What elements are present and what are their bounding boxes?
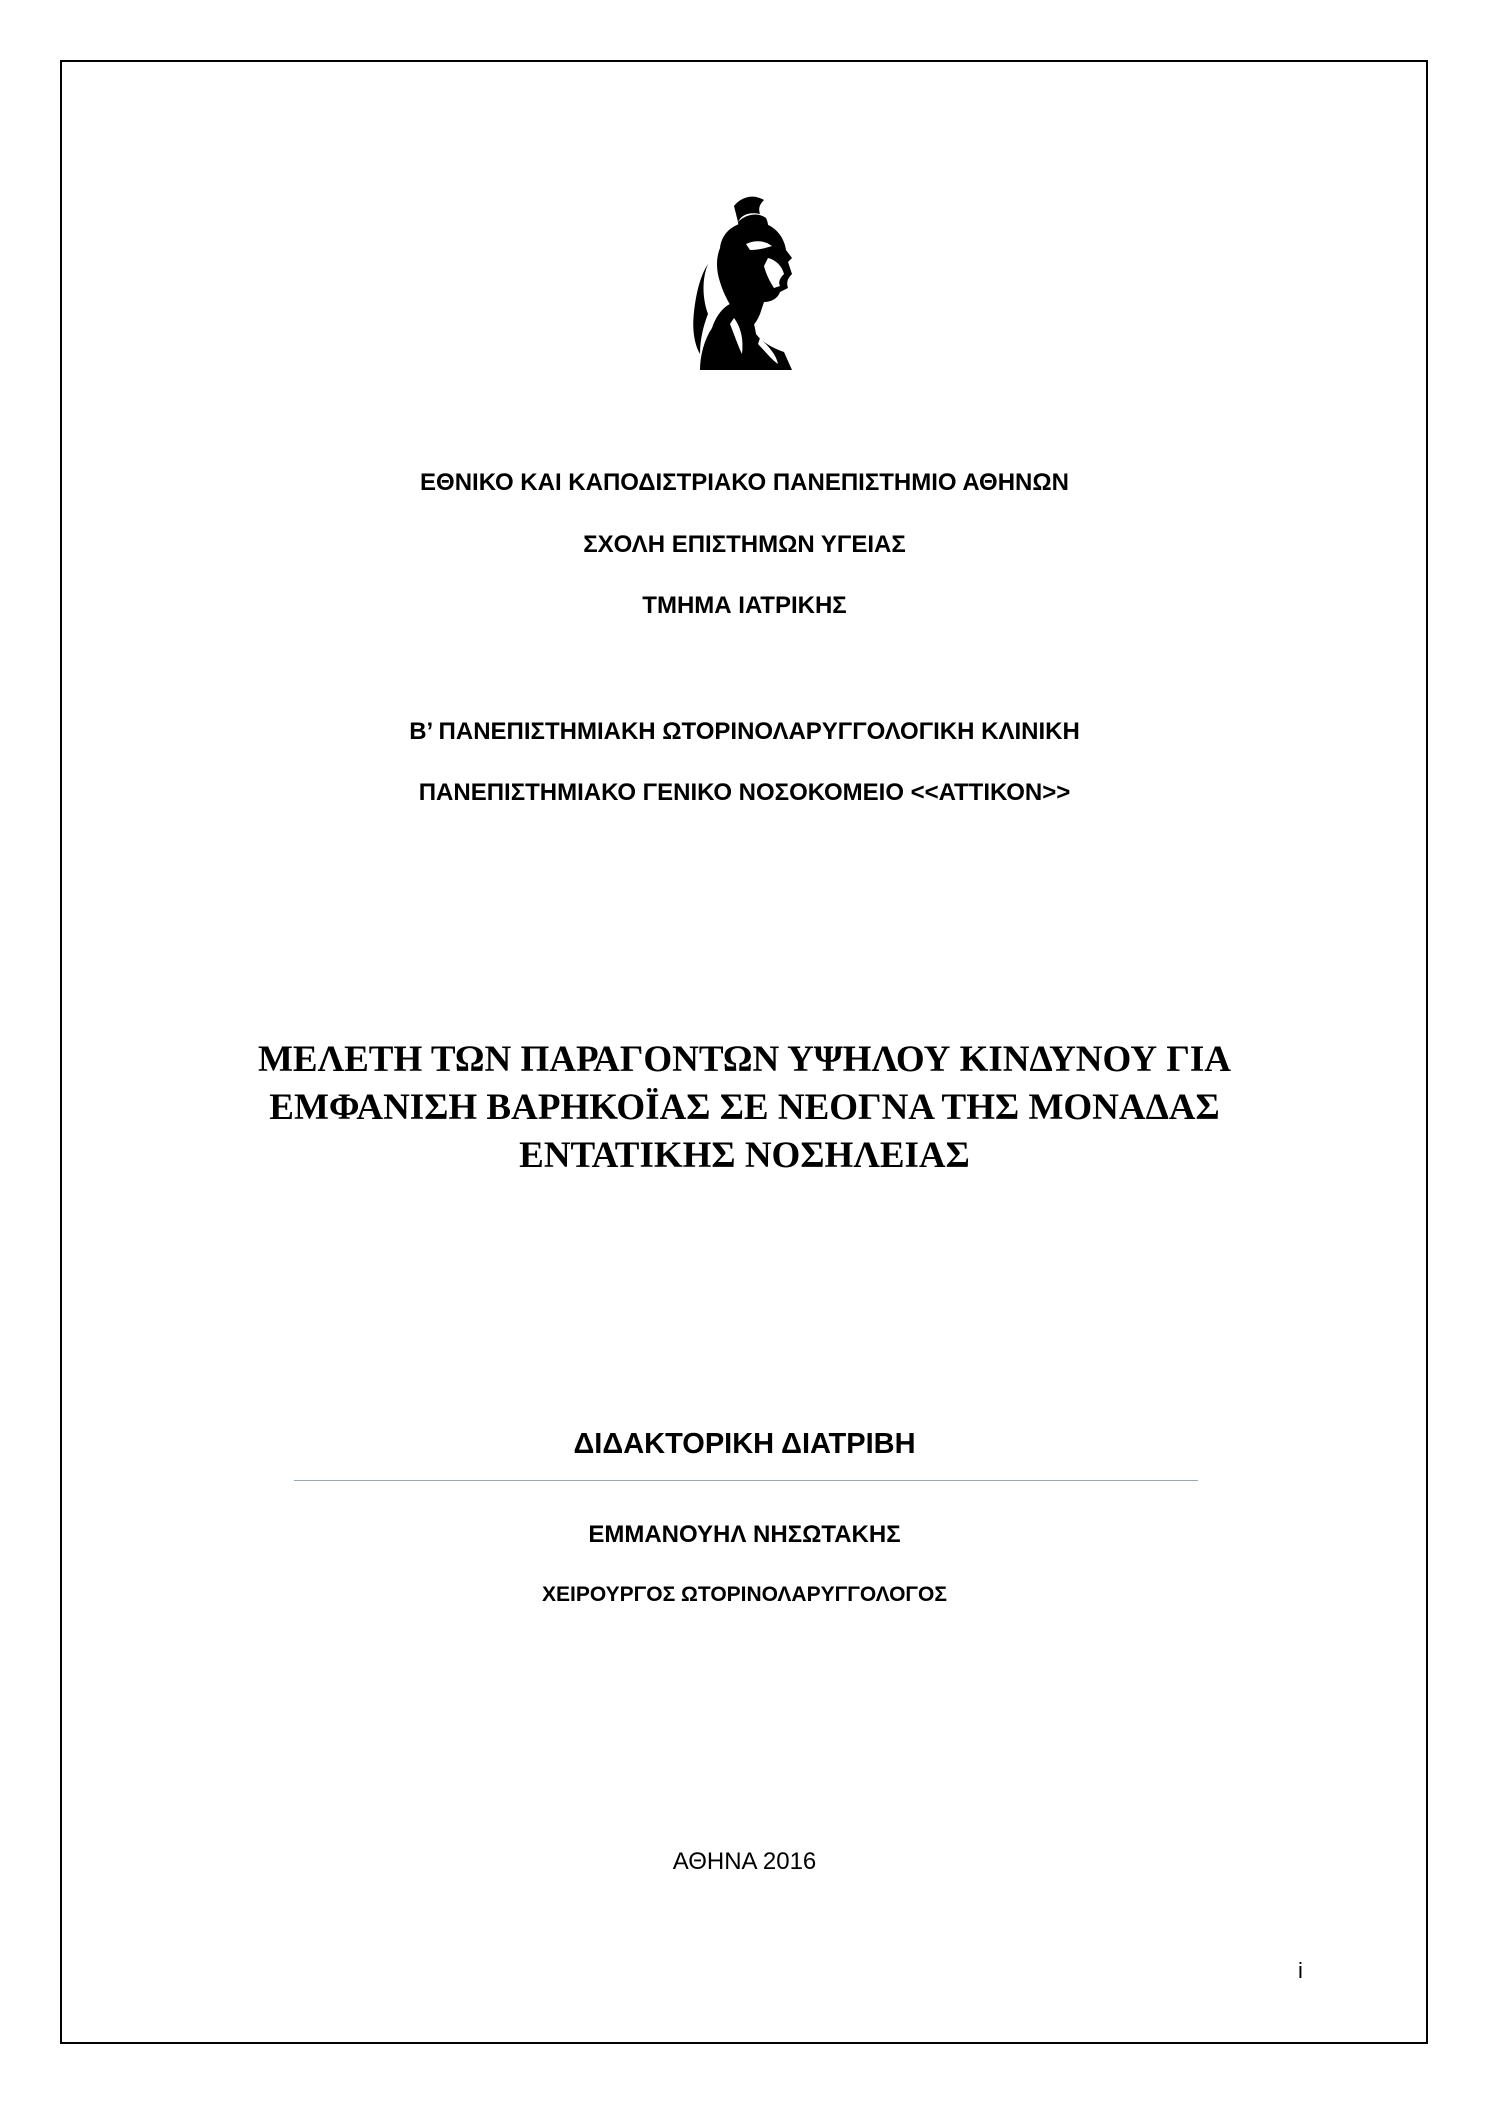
thesis-title-line-3: ΕΝΤΑΤΙΚΗΣ ΝΟΣΗΛΕΙΑΣ — [519, 1135, 970, 1176]
author-name: ΕΜΜΑΝΟΥΗΛ ΝΗΣΩΤΑΚΗΣ — [588, 1521, 901, 1548]
thesis-title-line-1: ΜΕΛΕΤΗ ΤΩΝ ΠΑΡΑΓΟΝΤΩΝ ΥΨΗΛΟΥ ΚΙΝΔΥΝΟΥ ΓΙΑ — [258, 1039, 1231, 1080]
author-specialty: ΧΕΙΡΟΥΡΓΟΣ ΩΤΟΡΙΝΟΛΑΡΥΓΓΟΛΟΓΟΣ — [542, 1583, 947, 1606]
place-year: ΑΘΗΝΑ 2016 — [672, 1848, 817, 1875]
department-name: ΤΜΗΜΑ ΙΑΤΡΙΚΗΣ — [642, 592, 847, 619]
page-number: i — [1298, 1958, 1303, 1983]
thesis-title-line-2: ΕΜΦΑΝΙΣΗ ΒΑΡΗΚΟΪΑΣ ΣΕ ΝΕΟΓΝΑ ΤΗΣ ΜΟΝΑΔΑΣ — [269, 1087, 1220, 1128]
divider-line — [294, 1480, 1198, 1481]
athena-head-logo-icon — [642, 178, 852, 388]
clinic-name: Β’ ΠΑΝΕΠΙΣΤΗΜΙΑΚΗ ΩΤΟΡΙΝΟΛΑΡΥΓΓΟΛΟΓΙΚΗ ΚΛΙΝΙΚΗ — [409, 718, 1080, 745]
thesis-type: ΔΙΔΑΚΤΟΡΙΚΗ ΔΙΑΤΡΙΒΗ — [573, 1428, 916, 1460]
school-name: ΣΧΟΛΗ ΕΠΙΣΤΗΜΩΝ ΥΓΕΙΑΣ — [583, 531, 906, 558]
thesis-title — [160, 1036, 1329, 1180]
university-name: ΕΘΝΙΚΟ ΚΑΙ ΚΑΠΟΔΙΣΤΡΙΑΚΟ ΠΑΝΕΠΙΣΤΗΜΙΟ ΑΘΗΝΩΝ — [420, 469, 1069, 496]
hospital-name: ΠΑΝΕΠΙΣΤΗΜΙΑΚΟ ΓΕΝΙΚΟ ΝΟΣΟΚΟΜΕΙΟ <<ΑΤΤΙΚΟΝ>> — [418, 779, 1071, 806]
